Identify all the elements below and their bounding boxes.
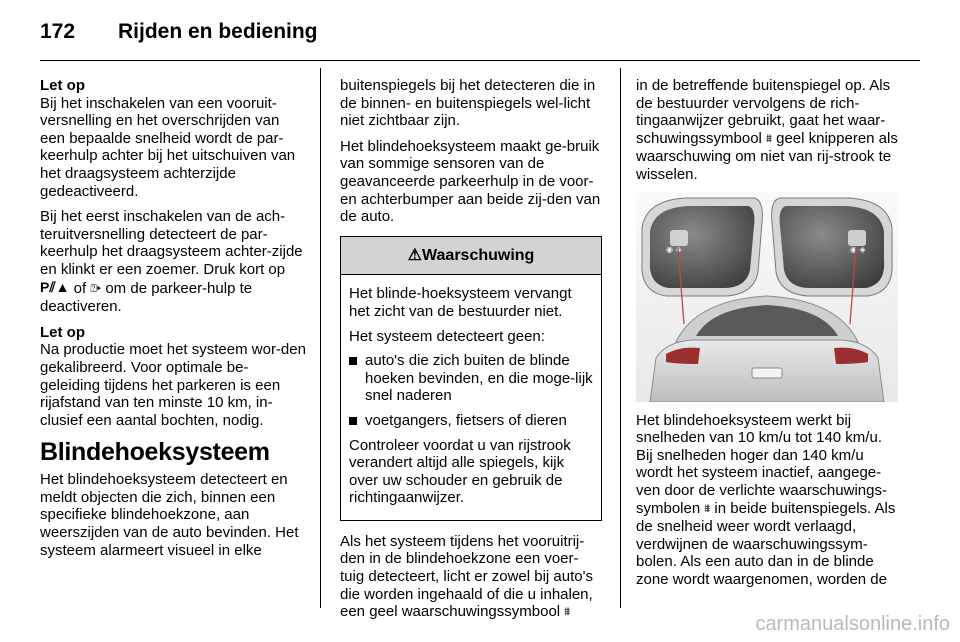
section-heading: Blindehoeksysteem [40,438,270,467]
note-1 [40,77,308,200]
paragraph-speeds-text-b: in beide buitenspiegels. Als de snelheid weer wordt verlaagd, verdwijnen de waarschuwingssym-bolen. Als een auto dan in de blinde zone wordt waargenomen, worden de [636,499,896,588]
warning-title: Waarschuwing [422,246,535,264]
paragraph-detection-text: Als het systeem tijdens het vooruitrij-den in de blindehoekzone een voer-tuig detecteert, licht er zowel bij auto's die worden ingehaald of die u inhalen, een geel waarschuwingssymbool [340,532,593,621]
paragraph-deactivate-text-a: Bij het eerst inschakelen van de ach-teruitversnelling detecteert de par-keerhulp het draagsysteem achter-zijde en klinkt er een zoemer. Druk kort op [40,208,303,278]
paragraph-indicator [636,77,902,184]
warning-text-2: Het systeem detecteert geen: [349,327,545,345]
warning-text-1: Het blinde-hoeksysteem vervangt het zicht van de bestuurder niet. [349,285,572,320]
paragraph-deactivate-text-c: om de parkeer-hulp te deactiveren. [40,279,253,316]
note-2 [40,324,308,430]
list-item-text: auto's die zich buiten de blinde hoeken bevinden, en die moge-lijk snel naderen [365,352,593,405]
paragraph-deactivate-text-b: of [73,279,87,297]
warning-icon: ⚠ [407,246,423,264]
park-assist-off-icon: ⍰▸ [90,282,102,295]
column-divider-1 [320,68,321,608]
left-mirror [642,198,762,296]
note-1-text: Bij het inschakelen van een vooruit-versnelling en het overschrijden van een bepaalde snelheid wordt de par-keerhulp achter bij het uitschuiven van het draagsysteem achterzijde gedeactiveerd. [40,94,296,200]
column-2 [340,77,602,630]
paragraph-speeds-text-a: Het blindehoeksysteem werkt bij snelheden van 10 km/u tot 140 km/u. Bij snelheden hoger dan 140 km/u wordt het systeem inactief, aangege-ven door de verlichte waarschuwings-symbolen [636,411,887,517]
header-divider [40,60,920,61]
page-number: 172 [40,20,76,43]
warning-body [341,275,601,520]
paragraph-mirrors: buitenspiegels bij het detecteren die in de binnen- en buitenspiegels wel-licht niet zichtbaar zijn. [340,77,596,130]
svg-text:◉ ◈: ◉ ◈ [666,244,682,254]
right-mirror [772,198,892,296]
page-title: Rijden en bediening [118,20,318,43]
note-1-label: Let op [40,77,85,94]
bullet-square-icon [349,357,357,365]
blind-spot-warning-icon: ⩩ [704,502,711,515]
blind-spot-warning-icon: ⩩ [766,132,772,145]
bullet-square-icon [349,417,357,425]
paragraph-intro: Het blindehoeksysteem detecteert en meldt objecten die zich, binnen een specifieke blindehoekzone, aan weerszijden van de auto bevinden. Het systeem alarmeert visueel in elke [40,471,299,559]
watermark: carmanualsonline.info [755,613,950,635]
list-item-text: voetgangers, fietsers of dieren [365,411,567,429]
note-2-text: Na productie moet het systeem wor-den gekalibreerd. Voor optimale be-geleiding tijdens het parkeren is een rijafstand van ten minste 10 km, in-clusief een aantal bochten, nodig. [40,341,306,429]
paragraph-detection [340,533,602,622]
paragraph-deactivate [40,208,308,316]
list-item [349,352,593,405]
mirrors-car-illustration [636,192,898,402]
svg-text:◉ ◈: ◉ ◈ [850,244,866,254]
column-3 [636,77,902,597]
paragraph-speeds [636,412,902,589]
blind-spot-warning-icon: ⩩ [564,606,571,619]
park-assist-button-icon: P⫽▲ [40,278,70,295]
note-2-label: Let op [40,323,85,341]
list-item [349,412,593,430]
paragraph-sensors: Het blindehoeksysteem maakt ge-bruik van sommige sensoren van de geavanceerde parkeerhulp in de voor- en achterbumper aan beide zij-den van de auto. [340,137,601,226]
warning-text-3: Controleer voordat u van rijstrook verandert altijd alle spiegels, kijk over uw schouder en gebruik de richtingaanwijzer. [349,436,571,507]
paragraph-indicator-text-a: in de betreffende buitenspiegel op. Als de bestuurder vervolgens de rich-tingaanwijzer gebruikt, gaat het waar-schuwingssymbool [636,77,891,147]
paragraph-indicator-text-b: geel knipperen als waarschuwing om niet van rij-strook te wisselen. [636,129,898,183]
warning-box [340,236,602,521]
column-1 [40,77,308,567]
warning-header [341,237,601,276]
column-divider-2 [620,68,621,608]
